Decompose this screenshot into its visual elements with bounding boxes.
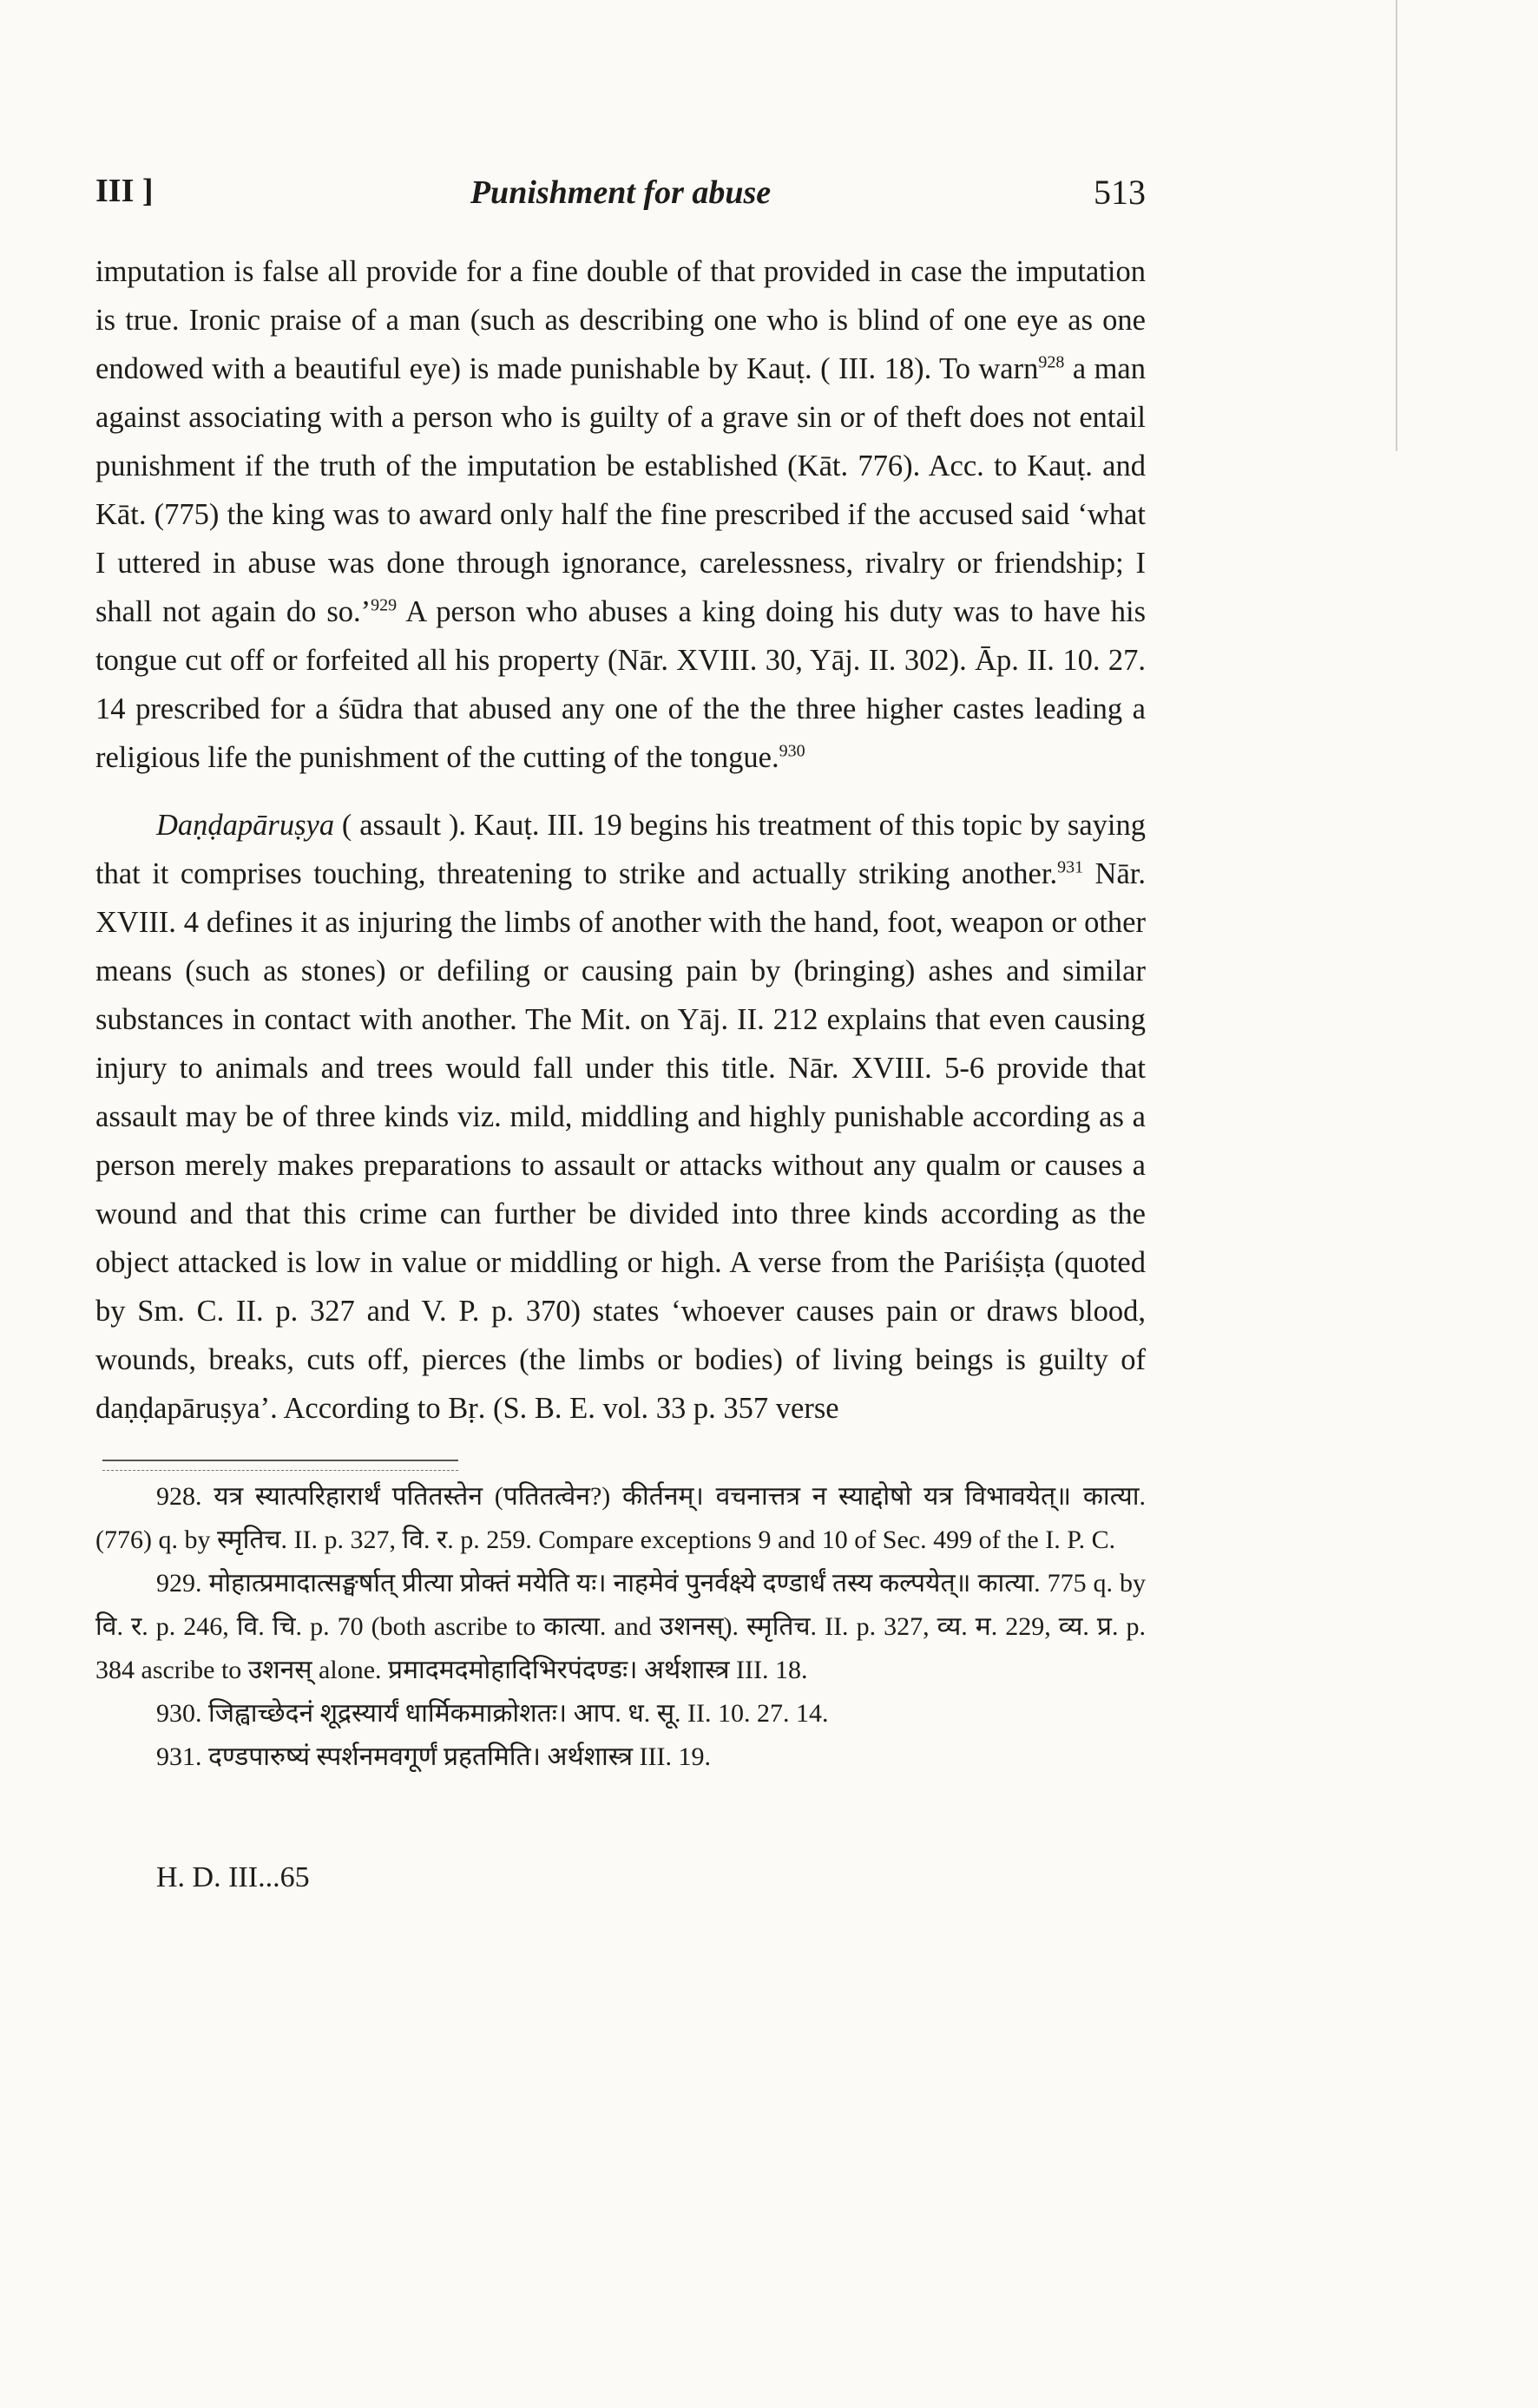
- footnote-931: 931. दण्डपारुष्यं स्पर्शनमवगूर्णं प्रहतमिति। अर्थशास्त्र III. 19.: [156, 1742, 712, 1771]
- scan-edge-line: [1396, 0, 1397, 451]
- footnote-separator: [102, 1460, 458, 1471]
- main-text: [95, 247, 1146, 1433]
- footnote-929: 929. मोहात्प्रमादात्सङ्घर्षात् प्रीत्या प्रोक्तं मयेति यः। नाहमेवं पुनर्वक्ष्ये दण्डार्धं तस्य कल्पयेत्॥ कात्या. 775 q. by वि. र. p. 246, वि. चि. p. 70 (both ascribe to कात्या. and उशनस्). स्मृतिच. II. p. 327, व्य. म. 229, व्य. प्र. p. 384 ascribe to उशनस् alone. प्रमादमदमोहादिभिरपंदण्डः। अर्थशास्त्र III. 18.: [95, 1569, 1146, 1684]
- page-number: 513: [1094, 173, 1146, 212]
- term-dandaparusya: Daṇḍapāruṣya: [156, 809, 335, 842]
- footnote-928: 928. यत्र स्यात्परिहारार्थं पतितस्तेन (पतितत्वेन?) कीर्तनम्। वचनात्तत्र न स्याद्दोषो यत्र विभावयेत्॥ कात्या. (776) q. by स्मृतिच. II. p. 327, वि. र. p. 259. Compare exceptions 9 and 10 of Sec. 499 of the I. P. C.: [95, 1482, 1146, 1554]
- footnote-ref-928[interactable]: 928: [1038, 352, 1065, 372]
- chapter-marker: III ]: [95, 173, 154, 209]
- paragraph-abuse: imputation is false all provide for a fine double of that provided in case the imputation is true. Ironic praise of a man (such as describing one who is blind of one eye as one endowed with a beautiful eye) is made punishable by Kauṭ. ( III. 18). To warn$^{928}$ a man against associating with a person who is guilty of a grave sin or of theft does not entail punishment if the truth of the imputation be established (Kāt. 776). Acc. to Kauṭ. and Kāt. (775) the king was to award only half the fine prescribed if the accused said ‘what I uttered in abuse was done through ignorance, carelessness, rivalry or friendship; I shall not again do so.’$^{929}$ A person who abuses a king doing his duty was to have his tongue cut off or forfeited all his property (Nār. XVIII. 30, Yāj. II. 302). Āp. II. 10. 27. 14 prescribed for a śūdra that abused any one of the the three higher castes leading a religious life the punishment of the cutting of the tongue.$^{930}$: [95, 255, 1147, 774]
- footnote-930: 930. जिह्वाच्छेदनं शूद्रस्यार्यं धार्मिकमाक्रोशतः। आप. ध. सू. II. 10. 27. 14.: [156, 1699, 829, 1728]
- running-header: [95, 172, 1146, 224]
- paragraph-assault: Daṇḍapāruṣya ( assault ). Kauṭ. III. 19 begins his treatment of this topic by saying that it comprises touching, threatening to strike and actually striking another.$^{931}$ Nār. XVIII. 4 defines it as injuring the limbs of another with the hand, foot, weapon or other means (such as stones) or defiling or causing pain by (bringing) ashes and similar substances in contact with another. The Mit. on Yāj. II. 212 explains that even causing injury to animals and trees would fall under this title. Nār. XVIII. 5-6 provide that assault may be of three kinds viz. mild, middling and highly punishable according as a person merely makes preparations to assault or attacks without any qualm or causes a wound and that this crime can further be divided into three kinds according as the object attacked is low in value or middling or high. A verse from the Pariśiṣṭa (quoted by Sm. C. II. p. 327 and V. P. p. 370) states ‘whoever causes pain or draws blood, wounds, breaks, cuts off, pierces (the limbs or bodies) of living beings is guilty of daṇḍapāruṣya’. According to Bṛ. (S. B. E. vol. 33 p. 357 verse: [95, 809, 1146, 1425]
- footnote-ref-930[interactable]: 930: [779, 741, 805, 761]
- signature-mark: H. D. III...65: [156, 1861, 310, 1893]
- page-title: Punishment for abuse: [470, 174, 772, 211]
- footnote-ref-931[interactable]: 931: [1057, 857, 1084, 877]
- footnotes: [95, 1475, 1146, 1779]
- footnote-ref-929[interactable]: 929: [371, 595, 398, 615]
